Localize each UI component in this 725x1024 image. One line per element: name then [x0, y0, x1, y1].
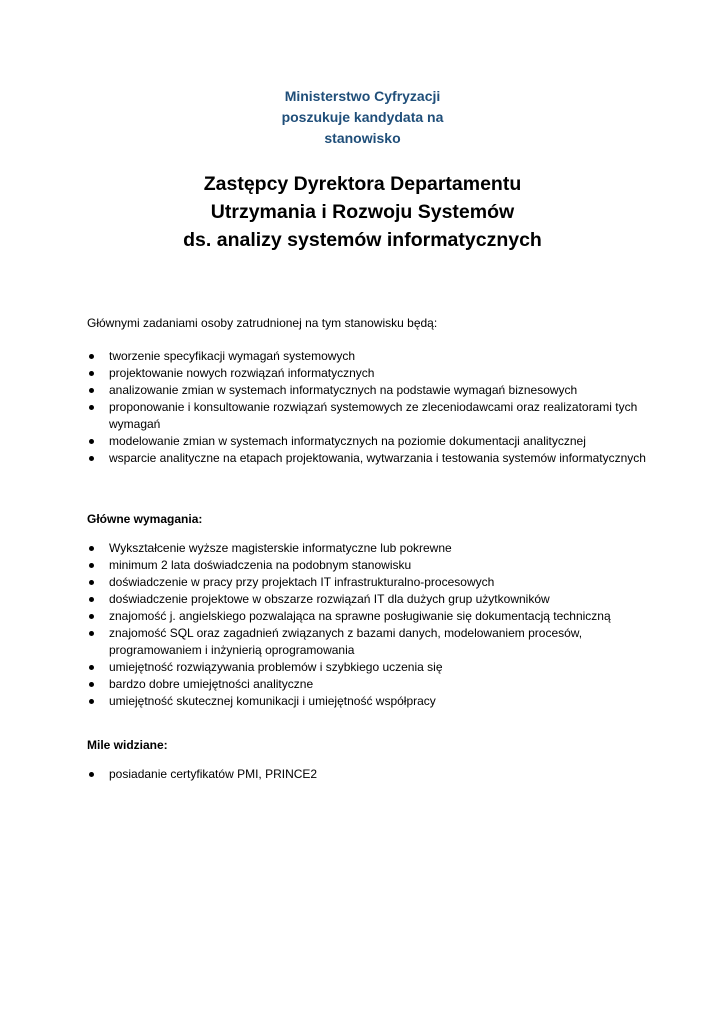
- list-item-text: znajomość SQL oraz zagadnień związanych z bazami danych, modelowaniem procesów, programowaniem i inżynierią oprogramowania: [109, 626, 583, 657]
- bullet-icon: [89, 699, 94, 704]
- list-item: [87, 365, 647, 382]
- list-item: [87, 574, 647, 591]
- list-item-text: analizowanie zmian w systemach informatycznych na podstawie wymagań biznesowych: [109, 383, 578, 397]
- list-item-text: bardzo dobre umiejętności analityczne: [109, 677, 314, 691]
- list-item: [87, 433, 647, 450]
- bullet-icon: [89, 456, 94, 461]
- title-line: ds. analizy systemów informatycznych: [183, 229, 542, 251]
- list-item: [87, 693, 647, 710]
- bullet-icon: [89, 580, 94, 585]
- list-item-text: Wykształcenie wyższe magisterskie informatyczne lub pokrewne: [109, 541, 452, 555]
- bullet-icon: [89, 614, 94, 619]
- list-item-text: proponowanie i konsultowanie rozwiązań systemowych ze zleceniodawcami oraz realizatorami tych wymagań: [109, 400, 638, 431]
- list-item-text: doświadczenie projektowe w obszarze rozwiązań IT dla dużych grup użytkowników: [109, 592, 550, 606]
- bullet-icon: [89, 354, 94, 359]
- bullet-icon: [89, 388, 94, 393]
- list-item-text: posiadanie certyfikatów PMI, PRINCE2: [109, 767, 318, 781]
- org-line: stanowisko: [324, 130, 401, 146]
- list-item-text: doświadczenie w pracy przy projektach IT infrastrukturalno-procesowych: [109, 575, 495, 589]
- list-item-text: tworzenie specyfikacji wymagań systemowych: [109, 349, 356, 363]
- tasks-list: [87, 348, 647, 467]
- bullet-icon: [89, 563, 94, 568]
- org-line: poszukuje kandydata na: [281, 109, 444, 125]
- bullet-icon: [89, 546, 94, 551]
- list-item: [87, 382, 647, 399]
- bullet-icon: [89, 665, 94, 670]
- list-item: [87, 676, 647, 693]
- bullet-icon: [89, 371, 94, 376]
- bullet-icon: [89, 597, 94, 602]
- title-line: Zastępcy Dyrektora Departamentu: [203, 173, 522, 195]
- list-item: [87, 450, 647, 467]
- organization-heading: [0, 86, 725, 149]
- list-item: [87, 557, 647, 574]
- list-item: [87, 608, 647, 625]
- list-item: [87, 659, 647, 676]
- title-line: Utrzymania i Rozwoju Systemów: [210, 201, 515, 223]
- list-item: [87, 591, 647, 608]
- list-item-text: modelowanie zmian w systemach informatycznych na poziomie dokumentacji analitycznej: [109, 434, 586, 448]
- list-item-text: wsparcie analityczne na etapach projektowania, wytwarzania i testowania systemów informatycznych: [109, 451, 646, 465]
- list-item: [87, 625, 647, 659]
- org-line: Ministerstwo Cyfryzacji: [284, 88, 441, 104]
- bullet-icon: [89, 772, 94, 777]
- list-item-text: minimum 2 lata doświadczenia na podobnym stanowisku: [109, 558, 412, 572]
- list-item-text: znajomość j. angielskiego pozwalająca na sprawne posługiwanie się dokumentacją techniczną: [109, 609, 611, 623]
- bullet-icon: [89, 439, 94, 444]
- list-item: [87, 348, 647, 365]
- list-item-text: umiejętność skutecznej komunikacji i umiejętność współpracy: [109, 694, 436, 708]
- requirements-heading: Główne wymagania:: [87, 512, 203, 526]
- bullet-icon: [89, 405, 94, 410]
- list-item: [87, 399, 647, 433]
- position-title: [0, 170, 725, 254]
- tasks-intro: Głównymi zadaniami osoby zatrudnionej na tym stanowisku będą:: [87, 316, 438, 330]
- nice-to-have-heading: Mile widziane:: [87, 738, 168, 752]
- bullet-icon: [89, 631, 94, 636]
- requirements-list: [87, 540, 647, 710]
- bullet-icon: [89, 682, 94, 687]
- list-item: [87, 540, 647, 557]
- nice-to-have-list: [87, 766, 647, 783]
- list-item-text: projektowanie nowych rozwiązań informatycznych: [109, 366, 375, 380]
- list-item: [87, 766, 647, 783]
- list-item-text: umiejętność rozwiązywania problemów i szybkiego uczenia się: [109, 660, 443, 674]
